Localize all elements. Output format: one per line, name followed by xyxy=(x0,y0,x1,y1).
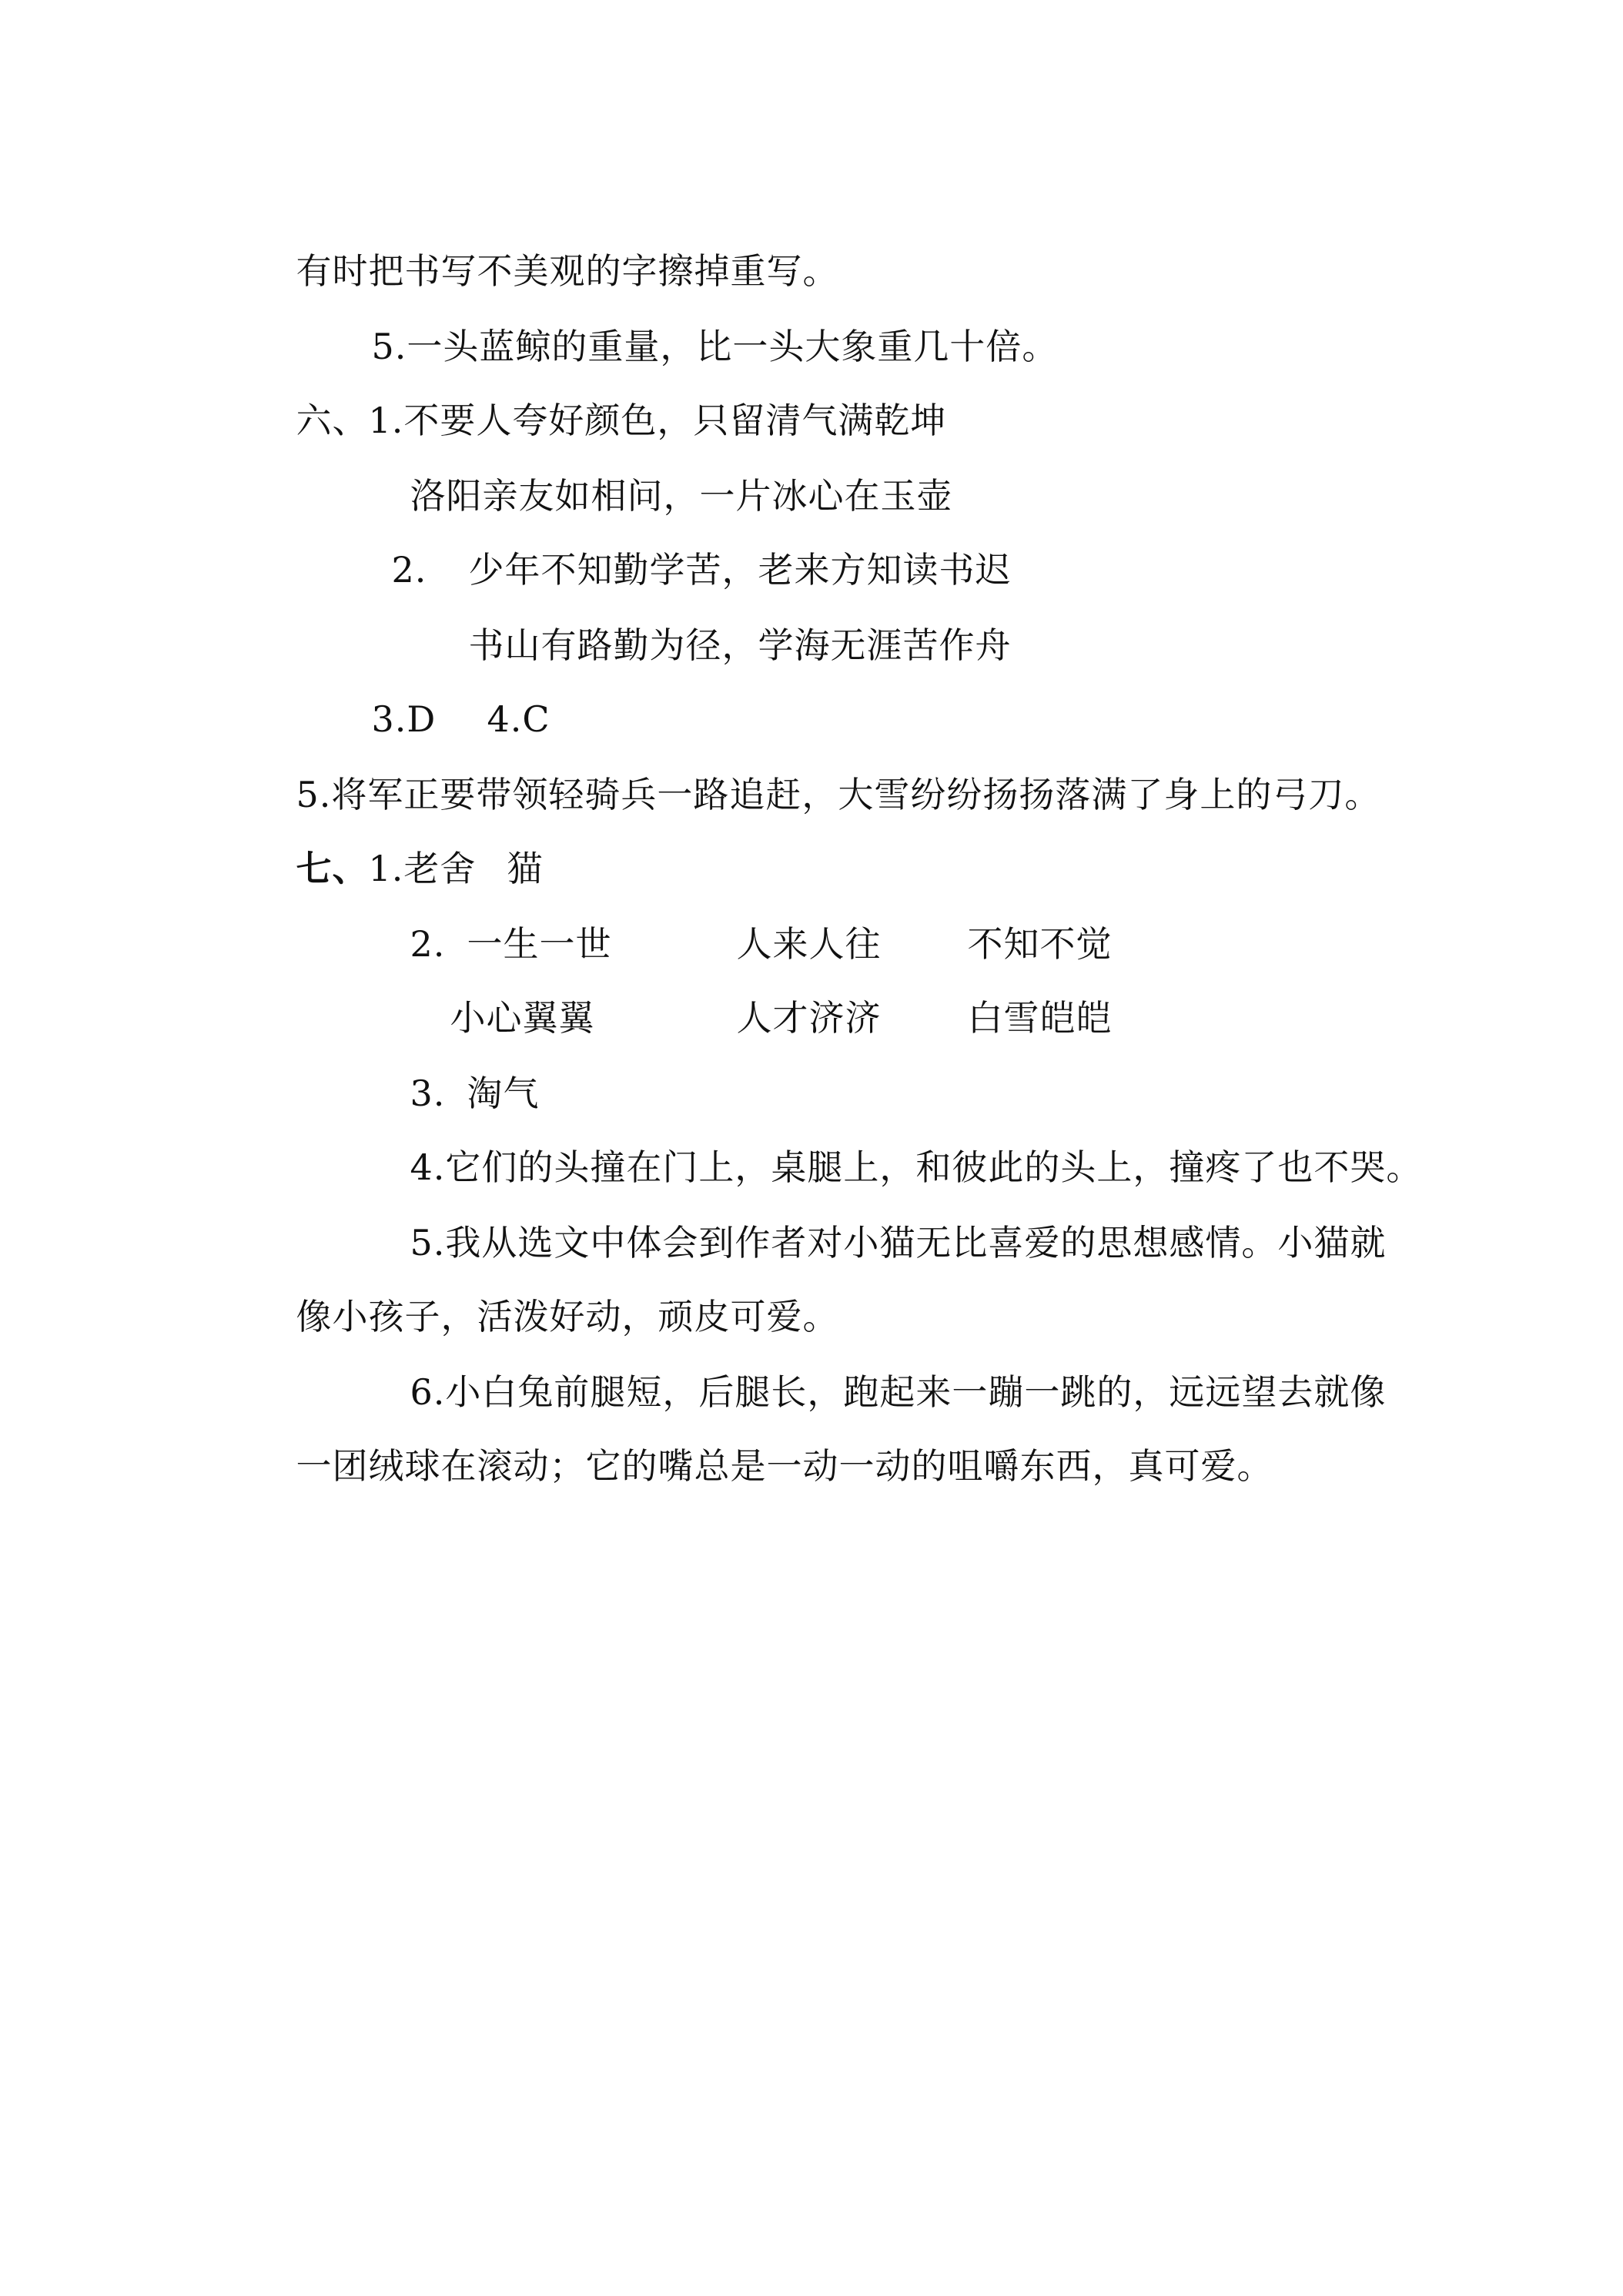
line-text: 6.小白兔前腿短，后腿长，跑起来一蹦一跳的，远远望去就像 xyxy=(410,1371,1387,1413)
line-text: 1.不要人夸好颜色，只留清气满乾坤 xyxy=(368,400,947,441)
answer-4: 4.C xyxy=(487,698,550,740)
line-text: 有时把书写不美观的字擦掉重写。 xyxy=(296,250,839,292)
line-text: 5.一头蓝鲸的重量，比一头大象重几十倍。 xyxy=(371,326,1059,367)
line-text: 书山有路勤为径，学海无涯苦作舟 xyxy=(468,624,1012,666)
idiom: 不知不觉 xyxy=(967,923,1113,965)
line-text: 像小孩子，活泼好动，顽皮可爱。 xyxy=(296,1296,839,1337)
line-text: 一团绒球在滚动；它的嘴总是一动一动的咀嚼东西，真可爱。 xyxy=(296,1445,1273,1487)
section-seven-item-6-continued xyxy=(248,1397,1273,1535)
idiom: 白雪皑皑 xyxy=(967,997,1113,1039)
line-text: 淘气 xyxy=(467,1073,540,1114)
line-text: 4.它们的头撞在门上，桌腿上，和彼此的头上，撞疼了也不哭。 xyxy=(410,1146,1423,1188)
answer-title: 猫 xyxy=(507,848,544,889)
section-number: 七、 xyxy=(296,848,369,889)
idiom: 人才济济 xyxy=(736,997,882,1039)
line-text: 洛阳亲友如相问，一片冰心在玉壶 xyxy=(410,475,953,517)
idiom: 一生一世 xyxy=(467,923,612,965)
answer-3: 3.D xyxy=(371,698,437,740)
line-text: 5.我从选文中体会到作者对小猫无比喜爱的思想感情。小猫就 xyxy=(410,1222,1387,1263)
item-number: 3. xyxy=(410,1073,446,1114)
line-text: 5.将军正要带领轻骑兵一路追赶，大雪纷纷扬扬落满了身上的弓刀。 xyxy=(296,774,1381,815)
idiom: 人来人往 xyxy=(736,923,882,965)
idiom: 小心翼翼 xyxy=(450,997,595,1039)
answer-author: 1.老舍 xyxy=(368,848,477,889)
section-number: 六、 xyxy=(296,400,369,441)
line-text: 少年不知勤学苦，老来方知读书迟 xyxy=(468,549,1012,591)
item-number: 2. xyxy=(410,923,446,965)
item-number: 2. xyxy=(391,549,427,591)
